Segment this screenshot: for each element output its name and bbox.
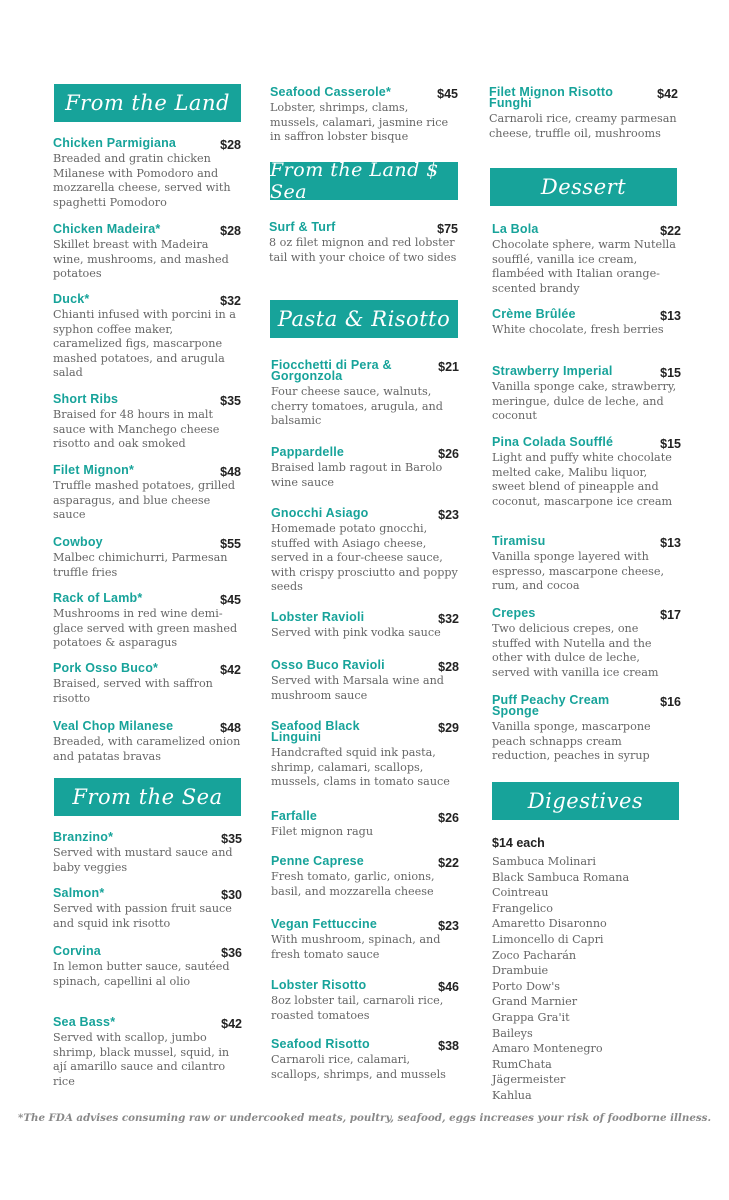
menu-item-price: $45 — [437, 87, 458, 101]
menu-item-description: 8 oz filet mignon and red lobster tail with your choice of two sides — [269, 236, 457, 264]
menu-item-description: White chocolate, fresh berries — [492, 323, 664, 336]
digestive-item: Baileys — [492, 1026, 533, 1040]
menu-item-description: Braised for 48 hours in malt sauce with Manchego cheese risotto and oak smoked — [53, 408, 220, 450]
menu-item-name: Crème Brûlée — [492, 307, 576, 321]
menu-item — [492, 309, 681, 338]
menu-item — [492, 695, 681, 764]
digestive-item: Amaretto Disaronno — [492, 917, 607, 931]
menu-item — [53, 294, 241, 381]
menu-item-name: Seafood Casserole* — [270, 85, 392, 99]
menu-item-description: Carnaroli rice, creamy parmesan cheese, truffle oil, mushrooms — [489, 112, 677, 140]
menu-item-name: Lobster Risotto — [271, 978, 367, 992]
menu-item-description: Served with mustard sauce and baby veggies — [53, 846, 233, 874]
menu-item-price: $22 — [660, 224, 681, 238]
menu-item — [271, 508, 459, 595]
menu-item-description: Served with passion fruit sauce and squid ink risotto — [53, 902, 232, 930]
section-header-land-sea: From the Land $ Sea — [270, 162, 458, 200]
menu-item — [53, 465, 241, 523]
menu-item — [53, 537, 241, 580]
menu-item-price: $35 — [220, 394, 241, 408]
menu-item-price: $32 — [220, 294, 241, 308]
menu-item-description: Vanilla sponge layered with espresso, mascarpone cheese, rum, and cocoa — [492, 550, 665, 592]
menu-item-price: $55 — [220, 537, 241, 551]
menu-item — [271, 660, 459, 703]
menu-item-description: With mushroom, spinach, and fresh tomato sauce — [271, 933, 441, 961]
menu-item-description: Carnaroli rice, calamari, scallops, shrimps, and mussels — [271, 1053, 446, 1081]
menu-item-name: Strawberry Imperial — [492, 364, 613, 378]
menu-item-name: Seafood Risotto — [271, 1037, 370, 1051]
menu-item-description: Light and puffy white chocolate melted cake, Malibu liquor, sweet blend of pineapple and coconut, mascarpone ice cream — [492, 451, 673, 508]
menu-item-name: Surf & Turf — [269, 220, 336, 234]
menu-item — [271, 856, 459, 899]
menu-item-description: Vanilla sponge cake, strawberry, meringue, dulce de leche, and coconut — [492, 380, 677, 422]
menu-item-price: $26 — [438, 811, 459, 825]
menu-item-name: Duck* — [53, 292, 90, 306]
digestive-item: Cointreau — [492, 886, 549, 900]
menu-item-description: Breaded and gratin chicken Milanese with Pomodoro and mozzarella cheese, served with spaghetti Pomodoro — [53, 152, 231, 209]
menu-item-name: Rack of Lamb* — [53, 591, 143, 605]
section-header-sea: From the Sea — [54, 778, 241, 816]
menu-item — [271, 980, 459, 1023]
menu-item — [53, 663, 241, 706]
menu-item-price: $28 — [220, 138, 241, 152]
menu-item-price: $28 — [438, 660, 459, 674]
menu-item-price: $17 — [660, 608, 681, 622]
menu-item-price: $29 — [438, 721, 459, 735]
menu-item-name: La Bola — [492, 222, 539, 236]
menu-item-description: Served with scallop, jumbo shrimp, black mussel, squid, in ají amarillo sauce and cilantro rice — [53, 1031, 230, 1088]
digestive-item: Zoco Pacharán — [492, 948, 577, 962]
menu-item-price: $35 — [221, 832, 242, 846]
menu-item-description: Served with pink vodka sauce — [271, 626, 441, 639]
menu-item-name: Vegan Fettuccine — [271, 917, 378, 931]
menu-item-price: $26 — [438, 447, 459, 461]
menu-item — [53, 593, 241, 651]
menu-item-price: $23 — [438, 919, 459, 933]
menu-item-description: Vanilla sponge, mascarpone peach schnapps cream reduction, peaches in syrup — [492, 720, 651, 762]
menu-item-description: Skillet breast with Madeira wine, mushrooms, and mashed potatoes — [53, 238, 229, 280]
menu-item-price: $45 — [220, 593, 241, 607]
menu-item-price: $30 — [221, 888, 242, 902]
menu-item-description: Lobster, shrimps, clams, mussels, calamari, jasmine rice in saffron lobster bisque — [270, 101, 449, 143]
menu-item-description: Chocolate sphere, warm Nutella soufflé, vanilla ice cream, flambéed with Italian orange-scented brandy — [492, 238, 676, 295]
menu-item-description: Truffle mashed potatoes, grilled asparagus, and blue cheese sauce — [53, 479, 236, 521]
menu-item — [271, 811, 459, 840]
menu-item-description: Breaded, with caramelized onion and patatas bravas — [53, 735, 241, 763]
menu-item — [492, 366, 681, 424]
menu-item — [53, 946, 242, 989]
digestive-item: Limoncello di Capri — [492, 932, 604, 946]
digestives-price: $14 each — [492, 836, 545, 850]
digestives-list — [492, 854, 629, 1104]
digestive-item: Jägermeister — [492, 1073, 566, 1087]
menu-item — [492, 536, 681, 594]
menu-item-description: Malbec chimichurri, Parmesan truffle fries — [53, 551, 228, 579]
digestive-item: Grappa Gra'it — [492, 1010, 570, 1024]
section-header-land: From the Land — [54, 84, 241, 122]
menu-item-name: Chicken Parmigiana — [53, 136, 177, 150]
menu-item — [271, 919, 459, 962]
menu-item — [53, 224, 241, 282]
menu-item-price: $42 — [657, 87, 678, 101]
menu-item-name: Pappardelle — [271, 445, 345, 459]
section-header-digestives: Digestives — [492, 782, 679, 820]
menu-item-price: $38 — [438, 1039, 459, 1053]
digestive-item: Grand Marnier — [492, 995, 578, 1009]
menu-item-name: Puff Peachy Cream Sponge — [492, 693, 610, 718]
menu-item-name: Farfalle — [271, 809, 318, 823]
menu-item-description: Two delicious crepes, one stuffed with Nutella and the other with dulce de leche, served with vanilla ice cream — [492, 622, 659, 679]
digestive-item: Frangelico — [492, 901, 553, 915]
digestive-item: Kahlua — [492, 1088, 532, 1102]
menu-item-name: Short Ribs — [53, 392, 119, 406]
menu-item-description: Fresh tomato, garlic, onions, basil, and mozzarella cheese — [271, 870, 435, 898]
menu-item-price: $48 — [220, 465, 241, 479]
menu-item-price: $13 — [660, 309, 681, 323]
menu-item-price: $36 — [221, 946, 242, 960]
menu-item-price: $42 — [221, 1017, 242, 1031]
menu-item-price: $13 — [660, 536, 681, 550]
digestive-item: Amaro Montenegro — [492, 1042, 603, 1056]
menu-item — [53, 832, 242, 875]
fda-footnote: *The FDA advises consuming raw or undercooked meats, poultry, seafood, eggs increases your risk of foodborne illness. — [17, 1112, 712, 1124]
menu-item — [53, 888, 242, 931]
menu-item-description: Four cheese sauce, walnuts, cherry tomatoes, arugula, and balsamic — [271, 385, 443, 427]
menu-item-name: Filet Mignon* — [53, 463, 135, 477]
menu-item-price: $28 — [220, 224, 241, 238]
menu-item-description: Homemade potato gnocchi, stuffed with Asiago cheese, served in a four-cheese sauce, with crispy prosciutto and poppy seeds — [271, 522, 458, 593]
menu-item-price: $15 — [660, 437, 681, 451]
menu-item-name: Sea Bass* — [53, 1015, 116, 1029]
menu-item-price: $46 — [438, 980, 459, 994]
menu-item-price: $32 — [438, 612, 459, 626]
menu-item-name: Veal Chop Milanese — [53, 719, 174, 733]
menu-item — [271, 447, 459, 490]
menu-item-price: $21 — [438, 360, 459, 374]
menu-item-name: Pina Colada Soufflé — [492, 435, 614, 449]
menu-item-name: Penne Caprese — [271, 854, 364, 868]
menu-item — [492, 608, 681, 680]
menu-item-description: Chianti infused with porcini in a syphon coffee maker, caramelized figs, mascarpone mashed potatoes, and arugula salad — [53, 308, 236, 379]
digestive-item: Porto Dow's — [492, 979, 561, 993]
menu-item-description: Braised lamb ragout in Barolo wine sauce — [271, 461, 443, 489]
menu-item-description: Braised, served with saffron risotto — [53, 677, 213, 705]
menu-item-name: Tiramisu — [492, 534, 546, 548]
menu-item — [271, 1039, 459, 1082]
menu-item-name: Crepes — [492, 606, 536, 620]
menu-item-description: Filet mignon ragu — [271, 825, 374, 838]
menu-item-description: Served with Marsala wine and mushroom sauce — [271, 674, 444, 702]
menu-item — [271, 612, 459, 641]
menu-item-name: Fiocchetti di Pera & Gorgonzola — [271, 358, 392, 383]
menu-item-price: $16 — [660, 695, 681, 709]
menu-item — [53, 1017, 242, 1089]
menu-item — [489, 87, 678, 141]
menu-item-description: Mushrooms in red wine demi-glace served with green mashed potatoes & asparagus — [53, 607, 238, 649]
menu-item — [271, 360, 459, 429]
menu-item-description: Handcrafted squid ink pasta, shrimp, calamari, scallops, mussels, clams in tomato sauce — [271, 746, 450, 788]
menu-item-name: Filet Mignon Risotto Funghi — [489, 85, 614, 110]
menu-item-price: $22 — [438, 856, 459, 870]
menu-item — [492, 437, 681, 509]
menu-item — [492, 224, 681, 296]
menu-item — [53, 394, 241, 452]
menu-item — [53, 721, 241, 764]
menu-item — [53, 138, 241, 210]
menu-item-name: Osso Buco Ravioli — [271, 658, 385, 672]
digestive-item: Sambuca Molinari — [492, 855, 596, 868]
digestive-item: Drambuie — [492, 964, 549, 978]
menu-item-name: Lobster Ravioli — [271, 610, 365, 624]
menu-item — [270, 87, 458, 145]
menu-item-price: $15 — [660, 366, 681, 380]
digestive-item: RumChata — [492, 1057, 552, 1071]
menu-item-name: Chicken Madeira* — [53, 222, 161, 236]
menu-item-description: In lemon butter sauce, sautéed spinach, capellini al olio — [53, 960, 230, 988]
menu-item-price: $42 — [220, 663, 241, 677]
menu-item-name: Cowboy — [53, 535, 103, 549]
menu-item-name: Branzino* — [53, 830, 114, 844]
menu-item-name: Salmon* — [53, 886, 105, 900]
menu-item-price: $75 — [437, 222, 458, 236]
menu-item-price: $48 — [220, 721, 241, 735]
menu-item — [269, 222, 458, 265]
section-header-pasta: Pasta & Risotto — [270, 300, 458, 338]
menu-item-name: Pork Osso Buco* — [53, 661, 159, 675]
menu-item-name: Gnocchi Asiago — [271, 506, 369, 520]
menu-item-name: Seafood Black Linguini — [271, 719, 360, 744]
menu-item-name: Corvina — [53, 944, 101, 958]
section-header-dessert: Dessert — [490, 168, 677, 206]
menu-item-description: 8oz lobster tail, carnaroli rice, roasted tomatoes — [271, 994, 444, 1022]
menu-item-price: $23 — [438, 508, 459, 522]
digestive-item: Black Sambuca Romana — [492, 870, 630, 884]
menu-item — [271, 721, 459, 790]
